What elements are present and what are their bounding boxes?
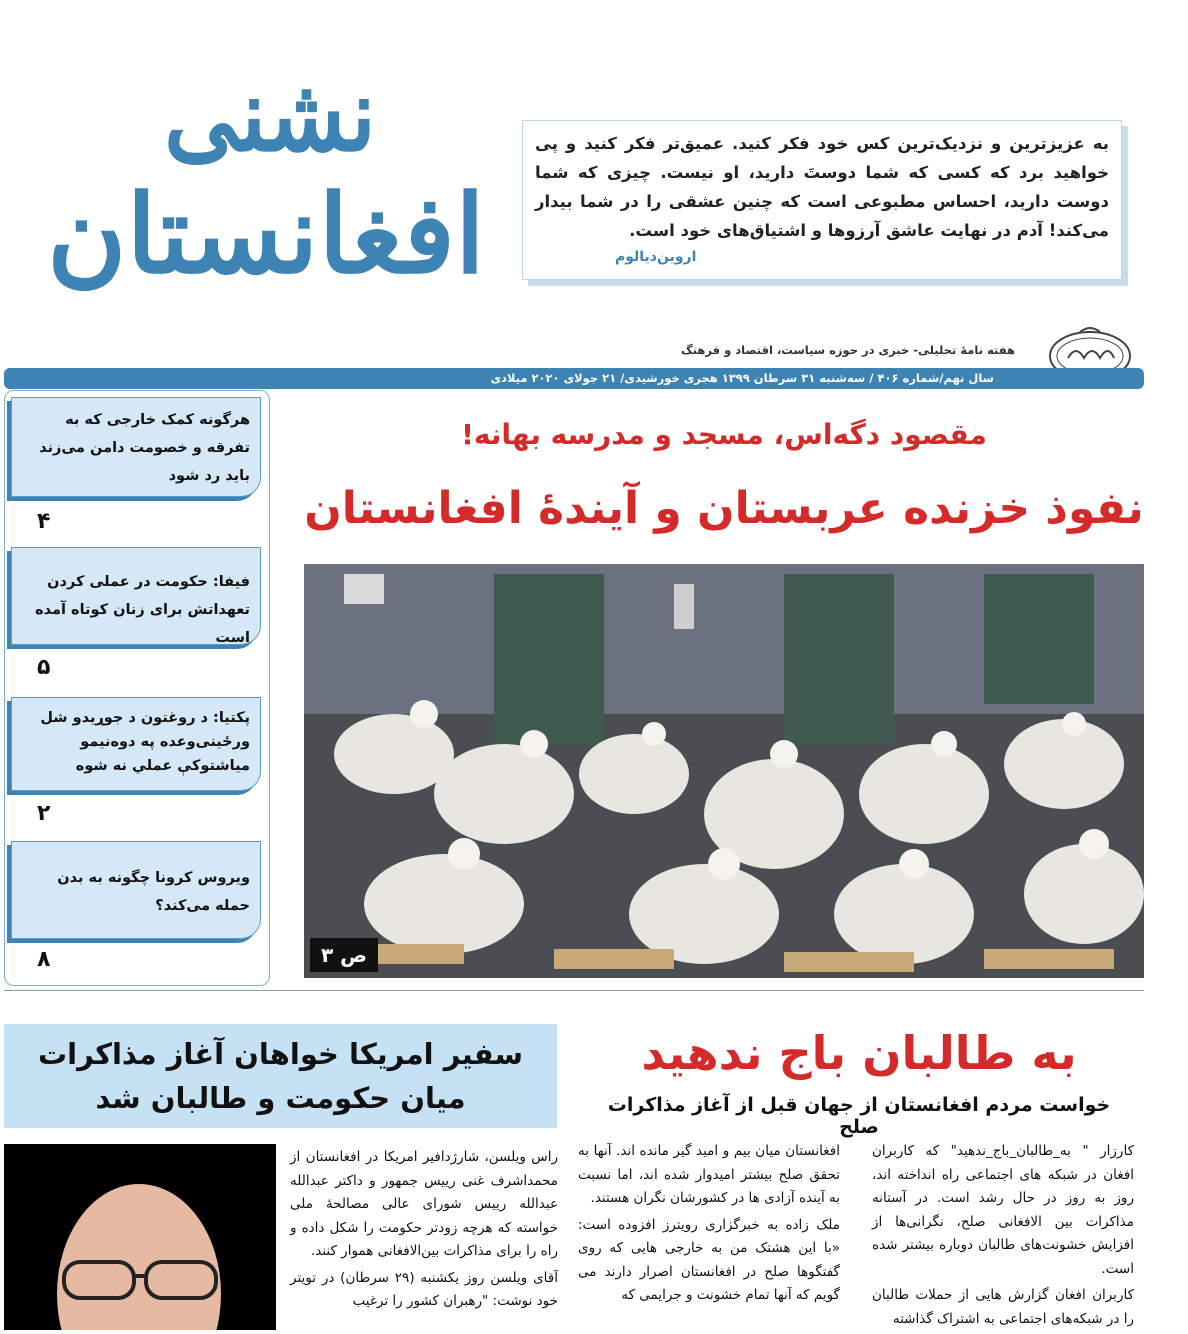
quote-author: اروین‌دیالوم bbox=[615, 249, 697, 265]
lead-photo[interactable] bbox=[304, 564, 1144, 978]
teaser-title: ویروس کرونا چگونه به بدن حمله می‌کند؟ bbox=[11, 841, 261, 939]
quote-box bbox=[522, 120, 1122, 280]
teaser-item[interactable] bbox=[11, 397, 261, 534]
story2-headline[interactable]: سفیر امریکا خواهان آغاز مذاکرات میان حکومت و طالبان شد bbox=[38, 1037, 523, 1115]
story2-paragraph: آقای ویلسن روز یکشنبه (۲۹ سرطان) در تویتر خود نوشت: "رهبران کشور را ترغیب bbox=[290, 1269, 558, 1309]
story1-column-right bbox=[872, 1140, 1134, 1334]
teaser-title: فیفا: حکومت در عملی کردن تعهداتش برای زنان کوتاه آمده است bbox=[11, 547, 261, 645]
quote-text: به عزیزترین و نزدیک‌ترین کس خود فکر کنید. عمیق‌تر فکر کنید و پی خواهید برد که کسی که شما دوستَ دارید، او نیست. چیزی که شما دوست دارید، احساس مطبوعی است که چنین عشقی را در شما بیدار می‌کند! آدم در نهایت عاشق آرزوها و اشتیاق‌های خود است. bbox=[535, 134, 1109, 240]
story2-head-box bbox=[4, 1024, 557, 1128]
story2-paragraph: راس ویلسن، شارژدافیر امریکا در افغانستان از محمداشرف غنی رییس جمهور و داکتر عبدالله عبدالله رییس شورای عالی مصالحهٔ ملی خواسته که هرچه زودتر حکومت را شکل داده و راه را برای مذاکرات بین‌الافغانی هموار کنند. bbox=[290, 1149, 558, 1259]
issue-date-bar: سال نهم/شماره ۴۰۶ / سه‌شنبه ۳۱ سرطان ۱۳۹۹ هجری خورشیدی/ ۲۱ جولای ۲۰۲۰ میلادی bbox=[4, 368, 1144, 389]
lead-headline[interactable]: نفوذ خزنده عربستان و آیندهٔ افغانستان bbox=[304, 483, 1144, 534]
teaser-title: پکتیا: د روغتون د جوړیدو شل ورځینی‌وعده په دوه‌نیمو میاشتوکې عملي نه شوه bbox=[11, 697, 261, 791]
logo-line1: نشنی bbox=[163, 55, 377, 175]
teaser-title: هرگونه کمک خارجی که به تفرقه و خصومت دامن می‌زند باید رد شود bbox=[11, 397, 261, 497]
teaser-item[interactable] bbox=[11, 547, 261, 680]
teaser-page-number: ۲ bbox=[37, 801, 51, 826]
lead-kicker: مقصود دگه‌اس، مسجد و مدرسه بهانه! bbox=[461, 418, 987, 451]
story1-headline[interactable]: به طالبان باج ندهید bbox=[641, 1026, 1077, 1080]
story1-paragraph: افغانستان میان بیم و امید گیر مانده اند. آنها به تحقق صلح بیشتر امیدوار شده اند، اما نسبت به آینده آزادی ها در کشورشان نگران هستند. bbox=[578, 1143, 840, 1206]
story1-paragraph: کاربران افغان گزارش هایی از حملات طالبان را در شبکه‌های اجتماعی به اشتراک گذاشته bbox=[872, 1287, 1134, 1327]
teaser-page-number: ۸ bbox=[37, 947, 51, 972]
section-divider bbox=[4, 990, 1144, 991]
story1-paragraph: ملک زاده به خبرگزاری رویترز افزوده است: «با این هشتک من به خارجی هایی که روی گفتگوها صلح در افغانستان اصرار دارند می گویم که آنها تمام خشونت و جرایمی که bbox=[578, 1216, 840, 1303]
teaser-item[interactable] bbox=[11, 697, 261, 826]
story1-paragraph: کارزار " به_طالبان_باج_ندهید" که کاربران افغان در شبکه های اجتماعی راه انداخته اند، روز به روز در حال رشد است. در آستانه مذاکرات بین الافغانی صلح، نگرانی‌ها از افزایش خشونت‌های طالبان دوباره بیشتر شده است. bbox=[872, 1143, 1134, 1277]
teaser-page-number: ۴ bbox=[37, 509, 51, 534]
story1-subhead: خواست مردم افغانستان از جهان قبل از آغاز مذاکرات صلح bbox=[607, 1094, 1111, 1138]
story2-portrait-photo bbox=[4, 1144, 276, 1330]
tagline: هفته نامهٔ تحلیلی- خبری در حوزه سیاست، اقتصاد و فرهنگ bbox=[680, 343, 1015, 357]
photo-page-label: ص ۳ bbox=[310, 938, 378, 972]
story2-body bbox=[290, 1146, 558, 1317]
logo-line2: افغانستان bbox=[47, 172, 485, 298]
teaser-item[interactable] bbox=[11, 841, 261, 972]
story1-column-left bbox=[578, 1140, 840, 1311]
teaser-page-number: ۵ bbox=[37, 655, 51, 680]
masthead-logo bbox=[47, 20, 485, 360]
teasers-panel bbox=[4, 390, 270, 986]
